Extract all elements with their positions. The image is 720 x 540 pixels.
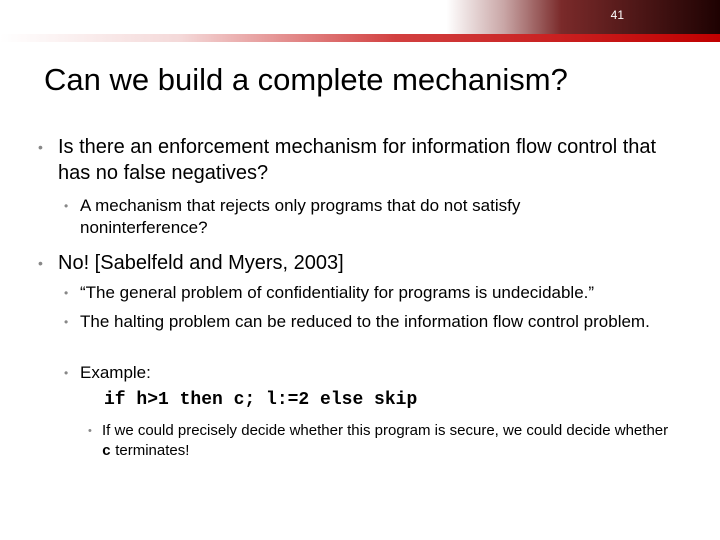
bullet-1-1 <box>64 195 640 239</box>
bullet-dot: • <box>64 315 69 329</box>
bullet-dot: • <box>38 255 43 271</box>
bullet-dot: • <box>64 366 69 380</box>
bullet-2-3-text: Example: <box>80 363 151 382</box>
bullet-dot: • <box>64 199 69 213</box>
bullet-2-3-1 <box>88 421 672 462</box>
bullet-1-text: Is there an enforcement mechanism for information flow control that has no false negatives? <box>58 136 657 184</box>
bullet-dot: • <box>88 425 92 437</box>
bullet-2-text: No! [Sabelfeld and Myers, 2003] <box>58 252 344 274</box>
bullet-2-2-text: The halting problem can be reduced to the information flow control problem. <box>80 312 650 331</box>
note-text-2: terminates! <box>115 442 190 459</box>
slide-title: Can we build a complete mechanism? <box>44 62 568 97</box>
note-code: c <box>102 443 112 460</box>
page-number: 41 <box>610 8 624 22</box>
bullet-2-3 <box>64 362 580 384</box>
bullet-2 <box>38 250 678 276</box>
note-text-1: If we could precisely decide whether this program is secure, we could decide whether <box>102 422 669 439</box>
bullet-dot: • <box>38 139 43 155</box>
bullet-dot: • <box>64 286 69 300</box>
bullet-2-1 <box>64 282 700 304</box>
bullet-1 <box>38 134 678 186</box>
code-example: if h>1 then c; l:=2 else skip <box>104 390 418 410</box>
bullet-2-2 <box>64 311 680 333</box>
bullet-2-1-text: “The general problem of confidentiality for programs is undecidable.” <box>80 283 595 302</box>
bullet-1-1-text: A mechanism that rejects only programs that do not satisfy noninterference? <box>80 196 521 237</box>
